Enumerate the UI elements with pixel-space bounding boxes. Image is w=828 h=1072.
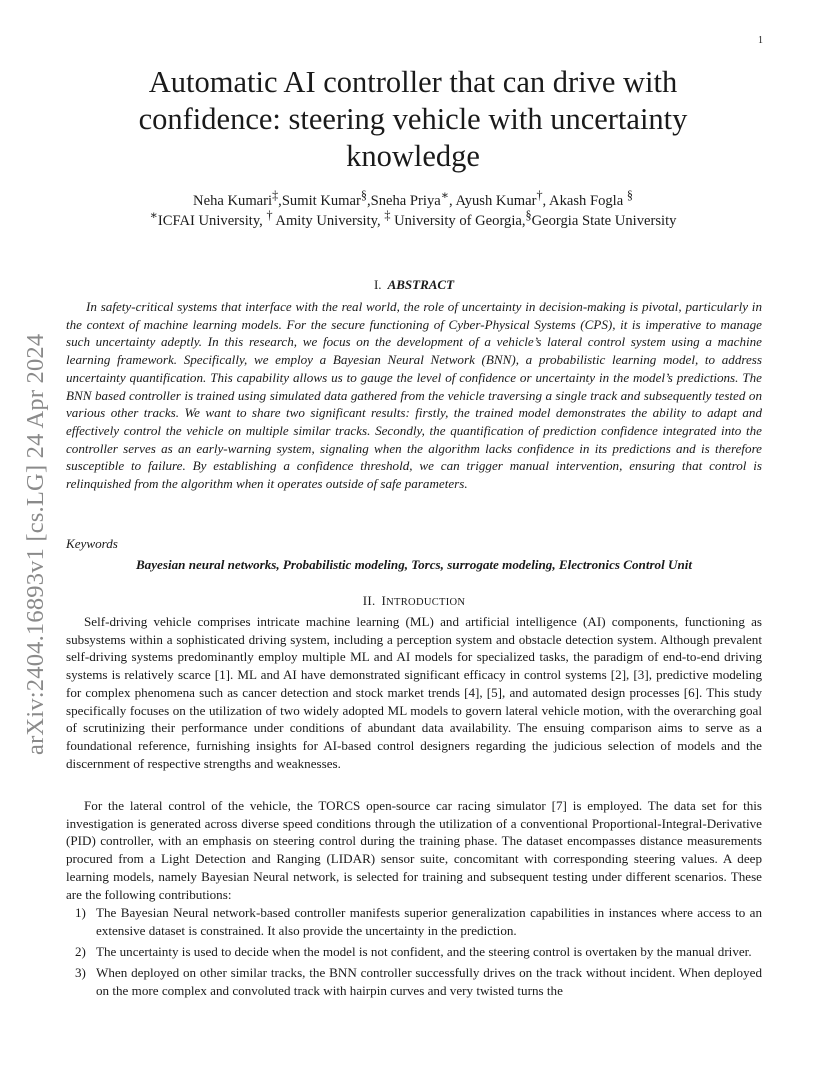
author-name: Akash Fogla (549, 192, 624, 209)
author-name: Neha Kumari (193, 192, 273, 209)
list-item-number: 2) (75, 943, 86, 959)
affiliation-name: ICFAI University, (157, 212, 263, 229)
list-item-number: 1) (75, 905, 86, 920)
affiliation-mark: § (525, 208, 532, 222)
list-item (66, 964, 762, 999)
affiliation-mark: † (266, 208, 273, 222)
affiliation-list (60, 205, 766, 231)
affiliation-mark: ∗ (149, 208, 158, 222)
list-item (66, 943, 762, 961)
author-name: Ayush Kumar (455, 192, 537, 209)
author-list: Neha Kumari‡,Sumit Kumar§,Sneha Priya∗, Ayush Kumar†, Akash Fogla § (193, 188, 633, 209)
list-item-text: The uncertainty is used to decide when the model is not confident, and the steering control is overtaken by the manual driver. (96, 943, 752, 959)
section-title (382, 593, 466, 608)
body-paragraph: For the lateral control of the vehicle, the TORCS open-source car racing simulator [7] is employed. The data set for this investigation is generated across diverse speed conditions through the utilization of a conventional Proportional-Integral-Derivative (PID) controller, with an emphasis on steering control during the training phase. The dataset encompasses distance measurements procured from a Light Detection and Ranging (LIDAR) sensor suite, concomitant with corresponding steering values. A deep learning models, namely Bayesian Neural network, is selected for training and subsequent testing under different scenarios. These are the following contributions: (66, 798, 762, 902)
list-item-text: The Bayesian Neural network-based controller manifests superior generalization capabilities in instances where access to an extensive dataset is constrained. It also provide the uncertainty in the prediction. (96, 905, 762, 938)
list-item-number: 3) (75, 965, 86, 981)
affiliation-name: University of Georgia, (394, 212, 526, 229)
section-number: I. (373, 277, 382, 292)
page-number: 1 (758, 35, 763, 46)
author-name: Sneha Priya (370, 192, 441, 209)
author-mark: § (626, 188, 633, 202)
list-item (66, 904, 762, 939)
author-mark: § (360, 188, 367, 202)
keywords-list: Bayesian neural networks, Probabilistic modeling, Torcs, surrogate modeling, Electronics Control Unit (135, 557, 693, 572)
paper-title: Automatic AI controller that can drive with confidence: steering vehicle with uncertainty knowledge (138, 65, 688, 173)
section-title: ABSTRACT (387, 277, 455, 292)
abstract-text: In safety-critical systems that interface with the real world, the role of uncertainty in decision-making is pivotal, particularly in the context of machine learning models. For the secure functioning of Cyber-Physical Systems (CPS), it is imperative to manage such uncertainty adeptly. In this research, we focus on the development of a vehicle’s lateral control system using a machine learning framework. Specifically, we employ a Bayesian Neural Network (BNN), a probabilistic learning model, to address uncertainty quantification. This capability allows us to gauge the level of confidence or uncertainty in the model’s predictions. The BNN based controller is trained using simulated data gathered from the vehicle traversing a single track and subsequently tested on various other tracks. We want to share two significant results: firstly, the trained model demonstrates the ability to adapt and effectively control the vehicle on multiple similar tracks. Secondly, the quantification of prediction confidence integrated into the controller serves as an early-warning system, signaling when the algorithm lacks confidence in its predictions and is therefore susceptible to failure. By establishing a confidence threshold, we can trigger manual intervention, ensuring that control is relinquished from the algorithm when it operates outside of safe parameters. (66, 299, 762, 492)
contribution-list (66, 904, 762, 1003)
author-mark: † (536, 188, 543, 202)
arxiv-identifier-text: arXiv:2404.16893v1 [cs.LG] 24 Apr 2024 (22, 333, 49, 755)
section-title-rest: NTRODUCTION (386, 597, 466, 608)
section-number: II. (362, 593, 376, 608)
author-mark: ∗ (440, 188, 449, 202)
section-title-initial: I (381, 593, 387, 608)
introduction-heading (66, 593, 762, 609)
keywords-label: Keywords (66, 536, 118, 551)
author-name: Sumit Kumar (281, 192, 361, 209)
affiliation-name: Georgia State University (531, 212, 677, 229)
list-item-text: When deployed on other similar tracks, the BNN controller successfully drives on the track without incident. When deployed on the more complex and convoluted track with hairpin curves and very twisted turns the (96, 965, 762, 998)
body-paragraph: Self-driving vehicle comprises intricate machine learning (ML) and artificial intelligence (AI) components, functioning as subsystems within a sophisticated driving system, including a perception system and obstacle detection system. Although prevalent self-driving systems predominantly employ multiple ML and AI models for specialized tasks, the paradigm of end-to-end driving systems is relatively scarce [1]. ML and AI have demonstrated significant efficacy in control systems [2], [3], predictive modeling for complex phenomena such as cancer detection and stock market trends [4], [5], and automated design processes [6]. This study specifically focuses on the utilization of two widely adopted ML models to govern lateral vehicle motion, with the overarching goal of scrutinizing their performance under conditions of abundant data availability. The ensuing comparison aims to serve as a foundational reference, furnishing insights for AI-based control designers regarding the judicious selection of models and the discernment of respective strengths and weaknesses. (66, 614, 762, 771)
abstract-heading (66, 277, 762, 293)
arxiv-identifier-stamp (22, 285, 52, 755)
affiliation-mark: ‡ (384, 208, 391, 222)
author-mark: ‡ (272, 188, 279, 202)
affiliation-name: Amity University, (275, 212, 381, 229)
